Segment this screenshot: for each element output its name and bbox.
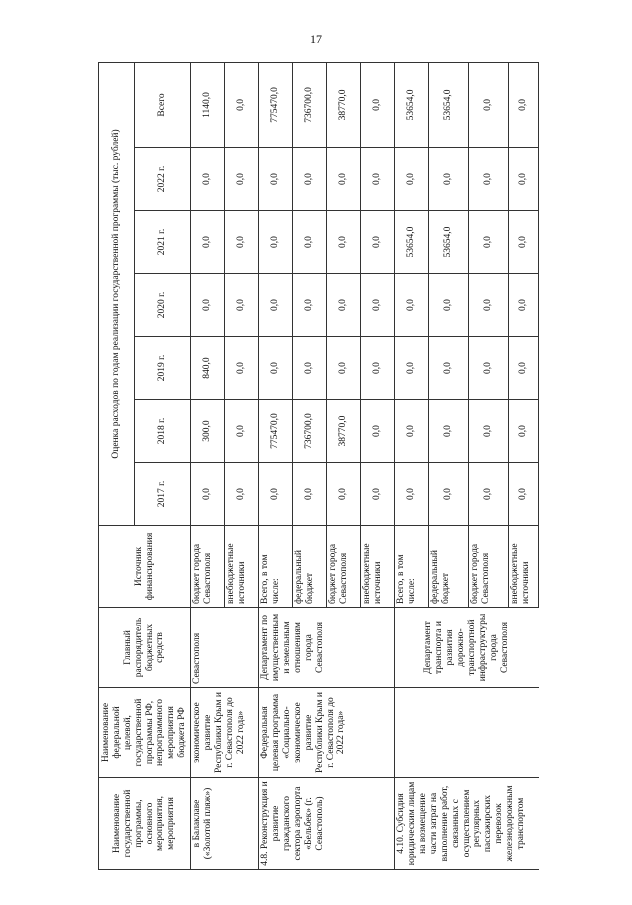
header-source: Источник финансирования bbox=[99, 526, 191, 608]
cell-value: 0,0 bbox=[191, 148, 225, 211]
cell-value: 0,0 bbox=[191, 211, 225, 274]
cell-value: 0,0 bbox=[509, 400, 539, 463]
cell-total: 0,0 bbox=[361, 62, 395, 147]
cell-total: 0,0 bbox=[469, 62, 509, 147]
cell-total: 38770,0 bbox=[327, 62, 361, 147]
cell-value: 0,0 bbox=[469, 148, 509, 211]
row-source: бюджет города Севастополя bbox=[191, 526, 225, 608]
section-manager: Департамент по имущественным и земельным отношениям города Севастополя bbox=[259, 608, 395, 688]
cell-value: 0,0 bbox=[509, 148, 539, 211]
row-source: внебюджетные источники bbox=[509, 526, 539, 608]
cell-value: 0,0 bbox=[293, 148, 327, 211]
cell-value: 0,0 bbox=[429, 337, 469, 400]
cell-value: 0,0 bbox=[395, 337, 429, 400]
cell-total: 736700,0 bbox=[293, 62, 327, 147]
cell-value: 0,0 bbox=[361, 337, 395, 400]
section-federal-program: экономическое развитие Республики Крым и г. Севастополя до 2022 года» bbox=[191, 688, 259, 778]
row-source: Всего, в том числе: bbox=[395, 526, 429, 608]
cell-value: 0,0 bbox=[361, 463, 395, 526]
cell-value: 0,0 bbox=[259, 463, 293, 526]
cell-value: 0,0 bbox=[361, 274, 395, 337]
header-year: 2018 г. bbox=[135, 400, 191, 463]
cell-value: 0,0 bbox=[509, 274, 539, 337]
cell-value: 0,0 bbox=[259, 337, 293, 400]
header-year: 2022 г. bbox=[135, 148, 191, 211]
cell-value: 38770,0 bbox=[327, 400, 361, 463]
row-source: бюджет города Севастополя bbox=[327, 526, 361, 608]
cell-total: 53654,0 bbox=[395, 62, 429, 147]
cell-value: 0,0 bbox=[509, 337, 539, 400]
row-source: федеральный бюджет bbox=[429, 526, 469, 608]
rotated-table-container bbox=[98, 63, 534, 870]
header-year: 2017 г. bbox=[135, 463, 191, 526]
cell-value: 0,0 bbox=[293, 463, 327, 526]
cell-value: 0,0 bbox=[293, 274, 327, 337]
cell-value: 0,0 bbox=[429, 148, 469, 211]
cell-value: 0,0 bbox=[469, 463, 509, 526]
cell-value: 736700,0 bbox=[293, 400, 327, 463]
cell-value: 0,0 bbox=[225, 337, 259, 400]
row-source: бюджет города Севастополя bbox=[469, 526, 509, 608]
cell-value: 0,0 bbox=[469, 274, 509, 337]
header-federal-program: Наименование федеральной целевой, государственной программы РФ, непрограммного мероприятия бюджета РФ bbox=[99, 688, 191, 778]
cell-value: 0,0 bbox=[469, 337, 509, 400]
cell-total: 0,0 bbox=[225, 62, 259, 147]
cell-value: 0,0 bbox=[327, 211, 361, 274]
cell-value: 0,0 bbox=[191, 463, 225, 526]
cell-value: 0,0 bbox=[361, 400, 395, 463]
cell-value: 840,0 bbox=[191, 337, 225, 400]
header-program-name: Наименование государственной программы, основного мероприятия, мероприятия bbox=[99, 778, 191, 870]
cell-value: 0,0 bbox=[225, 274, 259, 337]
cell-value: 775470,0 bbox=[259, 400, 293, 463]
section-manager: Департамент транспорта и развития дорожно-транспортной инфраструктуры города Севастополя bbox=[395, 608, 539, 688]
cell-value: 0,0 bbox=[395, 148, 429, 211]
cell-value: 0,0 bbox=[191, 274, 225, 337]
cell-value: 0,0 bbox=[259, 148, 293, 211]
header-year: 2021 г. bbox=[135, 211, 191, 274]
cell-value: 0,0 bbox=[429, 463, 469, 526]
page-number: 17 bbox=[310, 32, 322, 46]
header-manager: Главный распорядитель бюджетных средств bbox=[99, 608, 191, 688]
header-year: 2020 г. bbox=[135, 274, 191, 337]
section-manager: Севастополя bbox=[191, 608, 259, 688]
cell-value: 0,0 bbox=[225, 211, 259, 274]
cell-total: 0,0 bbox=[509, 62, 539, 147]
cell-value: 0,0 bbox=[509, 463, 539, 526]
row-source: внебюджетные источники bbox=[225, 526, 259, 608]
cell-value: 0,0 bbox=[225, 400, 259, 463]
section-name: в Балаклаве («Золотой пляж») bbox=[191, 778, 259, 870]
header-total: Всего bbox=[135, 62, 191, 147]
cell-value: 0,0 bbox=[361, 211, 395, 274]
cell-value: 0,0 bbox=[293, 337, 327, 400]
cell-total: 53654,0 bbox=[429, 62, 469, 147]
cell-value: 0,0 bbox=[469, 400, 509, 463]
cell-value: 0,0 bbox=[293, 211, 327, 274]
cell-value: 300,0 bbox=[191, 400, 225, 463]
cell-total: 775470,0 bbox=[259, 62, 293, 147]
cell-value: 0,0 bbox=[395, 274, 429, 337]
cell-value: 0,0 bbox=[395, 400, 429, 463]
row-source: внебюджетные источники bbox=[361, 526, 395, 608]
header-estimate: Оценка расходов по годам реализации государственной программы (тыс. рублей) bbox=[99, 62, 135, 525]
cell-value: 0,0 bbox=[225, 148, 259, 211]
cell-value: 0,0 bbox=[327, 463, 361, 526]
section-federal-program: Федеральная целевая программа «Социально-экономическое развитие Республики Крым и г. Севастополя до 2022 года» bbox=[259, 688, 395, 778]
section-name: 4.10. Субсидия юридическим лицам на возмещение части затрат на выполнение работ, связанных с осуществлением регулярных пассажирских перевозок железнодорожным транспортом bbox=[395, 778, 539, 870]
cell-total: 1140,0 bbox=[191, 62, 225, 147]
header-year: 2019 г. bbox=[135, 337, 191, 400]
row-source: Всего, в том числе: bbox=[259, 526, 293, 608]
cell-value: 0,0 bbox=[395, 463, 429, 526]
cell-value: 0,0 bbox=[509, 211, 539, 274]
cell-value: 0,0 bbox=[361, 148, 395, 211]
financing-table bbox=[98, 62, 539, 870]
cell-value: 0,0 bbox=[327, 337, 361, 400]
cell-value: 0,0 bbox=[429, 274, 469, 337]
cell-value: 0,0 bbox=[469, 211, 509, 274]
cell-value: 0,0 bbox=[327, 148, 361, 211]
cell-value: 0,0 bbox=[225, 463, 259, 526]
cell-value: 0,0 bbox=[327, 274, 361, 337]
cell-value: 0,0 bbox=[259, 211, 293, 274]
cell-value: 0,0 bbox=[429, 400, 469, 463]
cell-value: 0,0 bbox=[259, 274, 293, 337]
cell-value: 53654,0 bbox=[395, 211, 429, 274]
cell-value: 53654,0 bbox=[429, 211, 469, 274]
section-federal-program bbox=[395, 688, 539, 778]
row-source: федеральный бюджет bbox=[293, 526, 327, 608]
section-name: 4.8. Реконструкция и развитие гражданского сектора аэропорта «Бельбек» (г. Севастополь) bbox=[259, 778, 395, 870]
